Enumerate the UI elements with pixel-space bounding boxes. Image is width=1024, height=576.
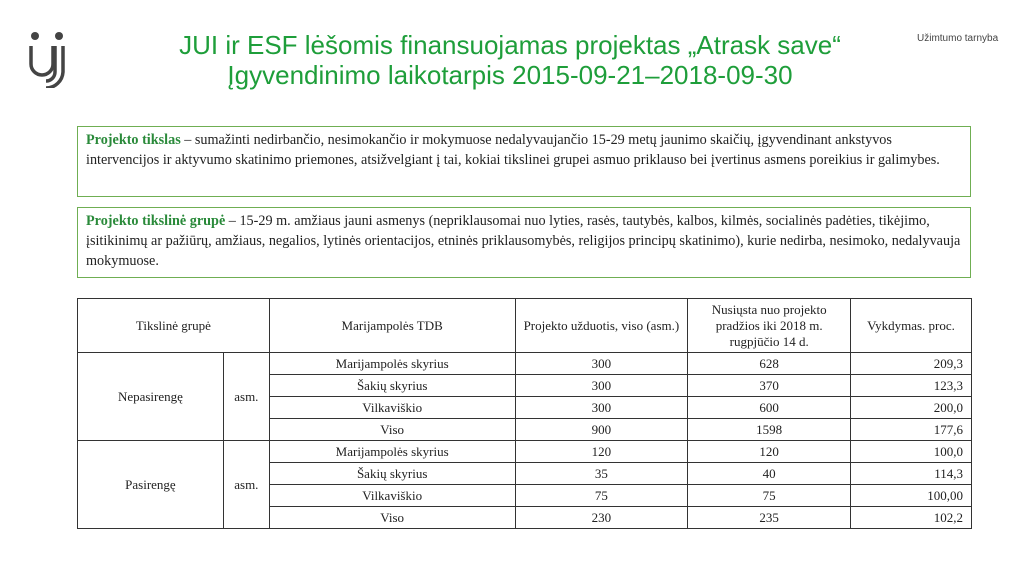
task-cell: 120 [515,441,688,463]
sent-cell: 1598 [688,419,851,441]
sent-cell: 600 [688,397,851,419]
title-line-1: JUI ir ESF lėšomis finansuojamas projektas „Atrask save“ [179,30,841,60]
percent-cell: 200,0 [851,397,972,419]
office-cell: Marijampolės skyrius [269,441,515,463]
target-group-box [77,207,971,278]
sent-cell: 628 [688,353,851,375]
table-row [78,441,972,463]
header-task: Projekto užduotis, viso (asm.) [515,299,688,353]
group-name: Nepasirengę [78,353,224,441]
agency-name: Užimtumo tarnyba [917,33,999,44]
task-cell: 300 [515,353,688,375]
sent-cell: 40 [688,463,851,485]
header-percent: Vykdymas. proc. [851,299,972,353]
task-cell: 300 [515,375,688,397]
project-goal-text: – sumažinti nedirbančio, nesimokančio ir mokymuose nedalyvaujančio 15-29 metų jaunimo skaičių, įgyvendinant ankstyvos intervencijos ir aktyvumo skatinimo priemones, atsižvelgiant į tai, kokiai tikslinei grupei asmuo priklauso bei įvertinus asmens poreikius ir galimybes. [86,132,940,168]
percent-cell: 123,3 [851,375,972,397]
table-row [78,353,972,375]
group-unit: asm. [223,353,269,441]
sent-cell: 120 [688,441,851,463]
group-unit: asm. [223,441,269,529]
header-office: Marijampolės TDB [269,299,515,353]
results-table [77,298,972,529]
percent-cell: 102,2 [851,507,972,529]
target-group-label: Projekto tikslinė grupė [86,213,226,229]
percent-cell: 100,0 [851,441,972,463]
office-cell: Vilkaviškio [269,485,515,507]
office-cell: Marijampolės skyrius [269,353,515,375]
project-goal-box [77,126,971,197]
percent-cell: 209,3 [851,353,972,375]
office-cell: Viso [269,419,515,441]
office-cell: Šakių skyrius [269,463,515,485]
task-cell: 900 [515,419,688,441]
header-sent: Nusiųsta nuo projekto pradžios iki 2018 m. rugpjūčio 14 d. [688,299,851,353]
percent-cell: 114,3 [851,463,972,485]
task-cell: 230 [515,507,688,529]
sent-cell: 75 [688,485,851,507]
percent-cell: 100,00 [851,485,972,507]
title-line-2: Įgyvendinimo laikotarpis 2015-09-21–2018-09-30 [227,60,793,90]
target-group-text: – 15-29 m. amžiaus jauni asmenys (nepriklausomai nuo lyties, rasės, tautybės, kalbos, kilmės, socialinės padėties, tikėjimo, įsitikinimų ar pažiūrų, amžiaus, negalios, lytinės orientacijos, etninės priklausomybės, religijos principų skatinimo), kurie nedirba, nesimoko, nedalyvauja mokymuose. [86,213,961,269]
group-name: Pasirengę [78,441,224,529]
percent-cell: 177,6 [851,419,972,441]
project-goal-label: Projekto tikslas [86,132,181,148]
office-cell: Šakių skyrius [269,375,515,397]
task-cell: 300 [515,397,688,419]
agency-logo [26,30,74,88]
table-header-row [78,299,972,353]
sent-cell: 235 [688,507,851,529]
task-cell: 35 [515,463,688,485]
task-cell: 75 [515,485,688,507]
office-cell: Vilkaviškio [269,397,515,419]
office-cell: Viso [269,507,515,529]
header-target-group: Tikslinė grupė [78,299,270,353]
sent-cell: 370 [688,375,851,397]
page-title [110,30,910,90]
